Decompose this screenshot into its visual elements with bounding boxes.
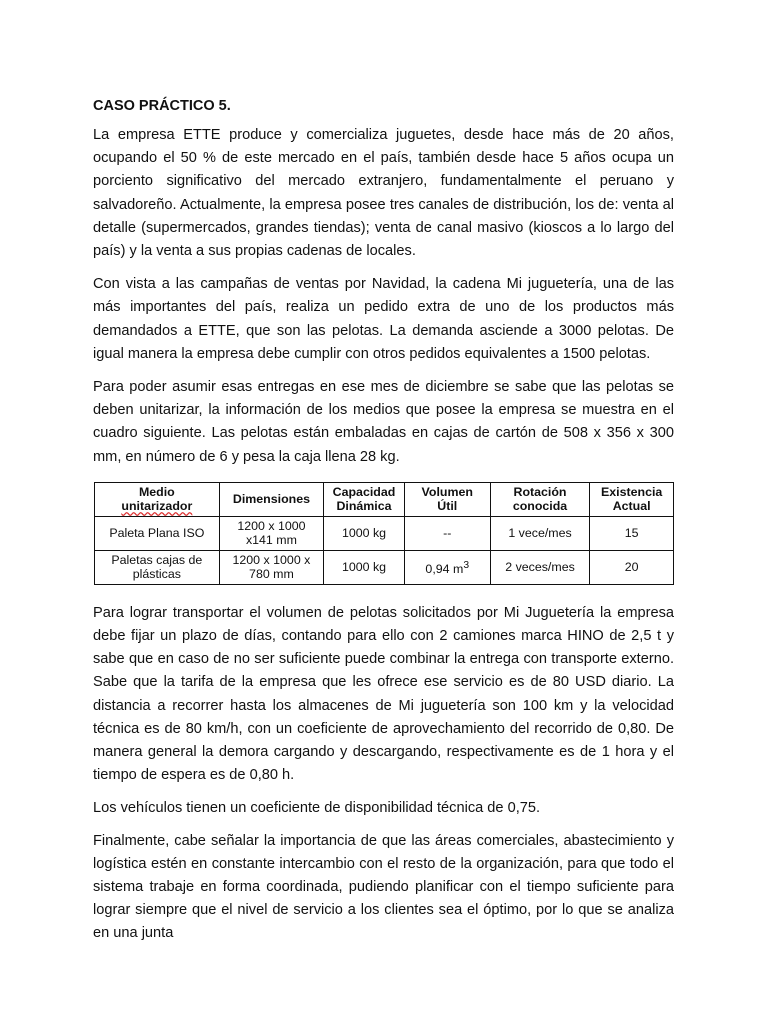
header-medio-unitarizador	[95, 482, 220, 516]
header-rotacion	[490, 482, 590, 516]
cell-volumen: --	[404, 516, 490, 550]
header-volumen	[404, 482, 490, 516]
header-existencia-line2: Actual	[612, 499, 651, 514]
header-capacidad-line2: Dinámica	[336, 499, 392, 514]
cell-rotacion: 2 veces/mes	[490, 550, 590, 584]
header-medio-line1: Medio	[138, 485, 175, 500]
header-rotacion-line2: conocida	[512, 499, 568, 514]
table-row	[95, 550, 674, 584]
cell-dim-line2: x141 mm	[245, 533, 297, 548]
cell-existencia: 20	[590, 550, 674, 584]
paragraph-unitization: Para poder asumir esas entregas en ese mes de diciembre se sabe que las pelotas se deben unitarizar, la información de los medios que posee la empresa se muestra en el cuadro siguiente. Las pelotas están embaladas en cajas de cartón de 508 x 356 x 300 mm, en número de 6 y pesa la caja llena 28 kg.	[93, 379, 674, 465]
cell-medio-line1: Paleta Plana ISO	[109, 526, 205, 541]
unitization-means-table	[94, 482, 674, 585]
cell-volumen	[404, 550, 490, 584]
cell-medio	[95, 550, 220, 584]
cell-volumen-value: 0,94 m	[425, 561, 464, 576]
case-title: CASO PRÁCTICO 5.	[93, 98, 231, 114]
header-capacidad-line1: Capacidad	[332, 485, 396, 500]
header-rotacion-line1: Rotación	[513, 485, 567, 500]
paragraph-company-intro: La empresa ETTE produce y comercializa juguetes, desde hace más de 20 años, ocupando el 50 % de este mercado en el país, también desde hace 5 años ocupa un porciento significativo del mercado extranjero, fundamentalmente el peruano y salvadoreño. Actualmente, la empresa posee tres canales de distribución, los de: venta al detalle (supermercados, grandes tiendas); venta de canal masivo (kioscos a lo largo del país) y la venta a sus propias cadenas de locales.	[93, 127, 674, 260]
table-row	[95, 516, 674, 550]
cell-dimensiones	[219, 516, 324, 550]
paragraph-transport: Para lograr transportar el volumen de pelotas solicitados por Mi Juguetería la empresa debe fijar un plazo de días, contando para ello con 2 camiones marca HINO de 2,5 t y sabe que en caso de no ser suficiente puede combinar la entrega con transporte externo. Sabe que la tarifa de la empresa que les ofrece ese servicio es de 80 USD diario. La distancia a recorrer hasta los almacenes de Mi juguetería son 100 km y la velocidad técnica es de 80 km/h, con un coeficiente de aprovechamiento del recorrido de 0,80. De manera general la demora cargando y descargando, respectivamente es de 1 hora y el tiempo de espera es de 0,80 h.	[93, 604, 674, 784]
header-volumen-line2: Útil	[437, 499, 458, 514]
header-existencia-line1: Existencia	[601, 485, 663, 500]
cell-medio-line1: Paletas cajas de	[111, 553, 203, 568]
header-medio-line2: unitarizador	[121, 499, 193, 514]
cell-dim-line1: 1200 x 1000	[237, 519, 306, 534]
cell-medio-line2: plásticas	[132, 567, 181, 582]
header-volumen-line1: Volumen	[421, 485, 473, 500]
cell-existencia: 15	[590, 516, 674, 550]
header-existencia	[590, 482, 674, 516]
cell-volumen-unit-exponent: 3	[463, 559, 470, 571]
header-capacidad	[324, 482, 405, 516]
paragraph-christmas-order: Con vista a las campañas de ventas por Navidad, la cadena Mi juguetería, una de las más importantes del país, realiza un pedido extra de uno de los productos más demandados a ETTE, que son las pelotas. La demanda asciende a 3000 pelotas. De igual manera la empresa debe cumplir con otros pedidos equivalentes a 1500 pelotas.	[93, 276, 674, 362]
cell-capacidad: 1000 kg	[324, 550, 405, 584]
cell-dim-line2: 780 mm	[249, 567, 294, 582]
paragraph-availability: Los vehículos tienen un coeficiente de disponibilidad técnica de 0,75.	[93, 800, 541, 817]
header-dimensiones: Dimensiones	[219, 482, 324, 516]
cell-capacidad: 1000 kg	[324, 516, 405, 550]
cell-rotacion: 1 vece/mes	[490, 516, 590, 550]
paragraph-conclusion: Finalmente, cabe señalar la importancia de que las áreas comerciales, abastecimiento y logística estén en constante intercambio con el resto de la organización, para que todo el sistema trabaje en forma coordinada, pudiendo planificar con el tiempo suficiente para lograr siempre que el nivel de servicio a los clientes sea el óptimo, por lo que se analiza en una junta	[93, 832, 674, 942]
cell-medio	[95, 516, 220, 550]
cell-dimensiones	[219, 550, 324, 584]
cell-dim-line1: 1200 x 1000 x	[232, 553, 311, 568]
document-page	[93, 96, 674, 956]
table-header-row	[95, 482, 674, 516]
